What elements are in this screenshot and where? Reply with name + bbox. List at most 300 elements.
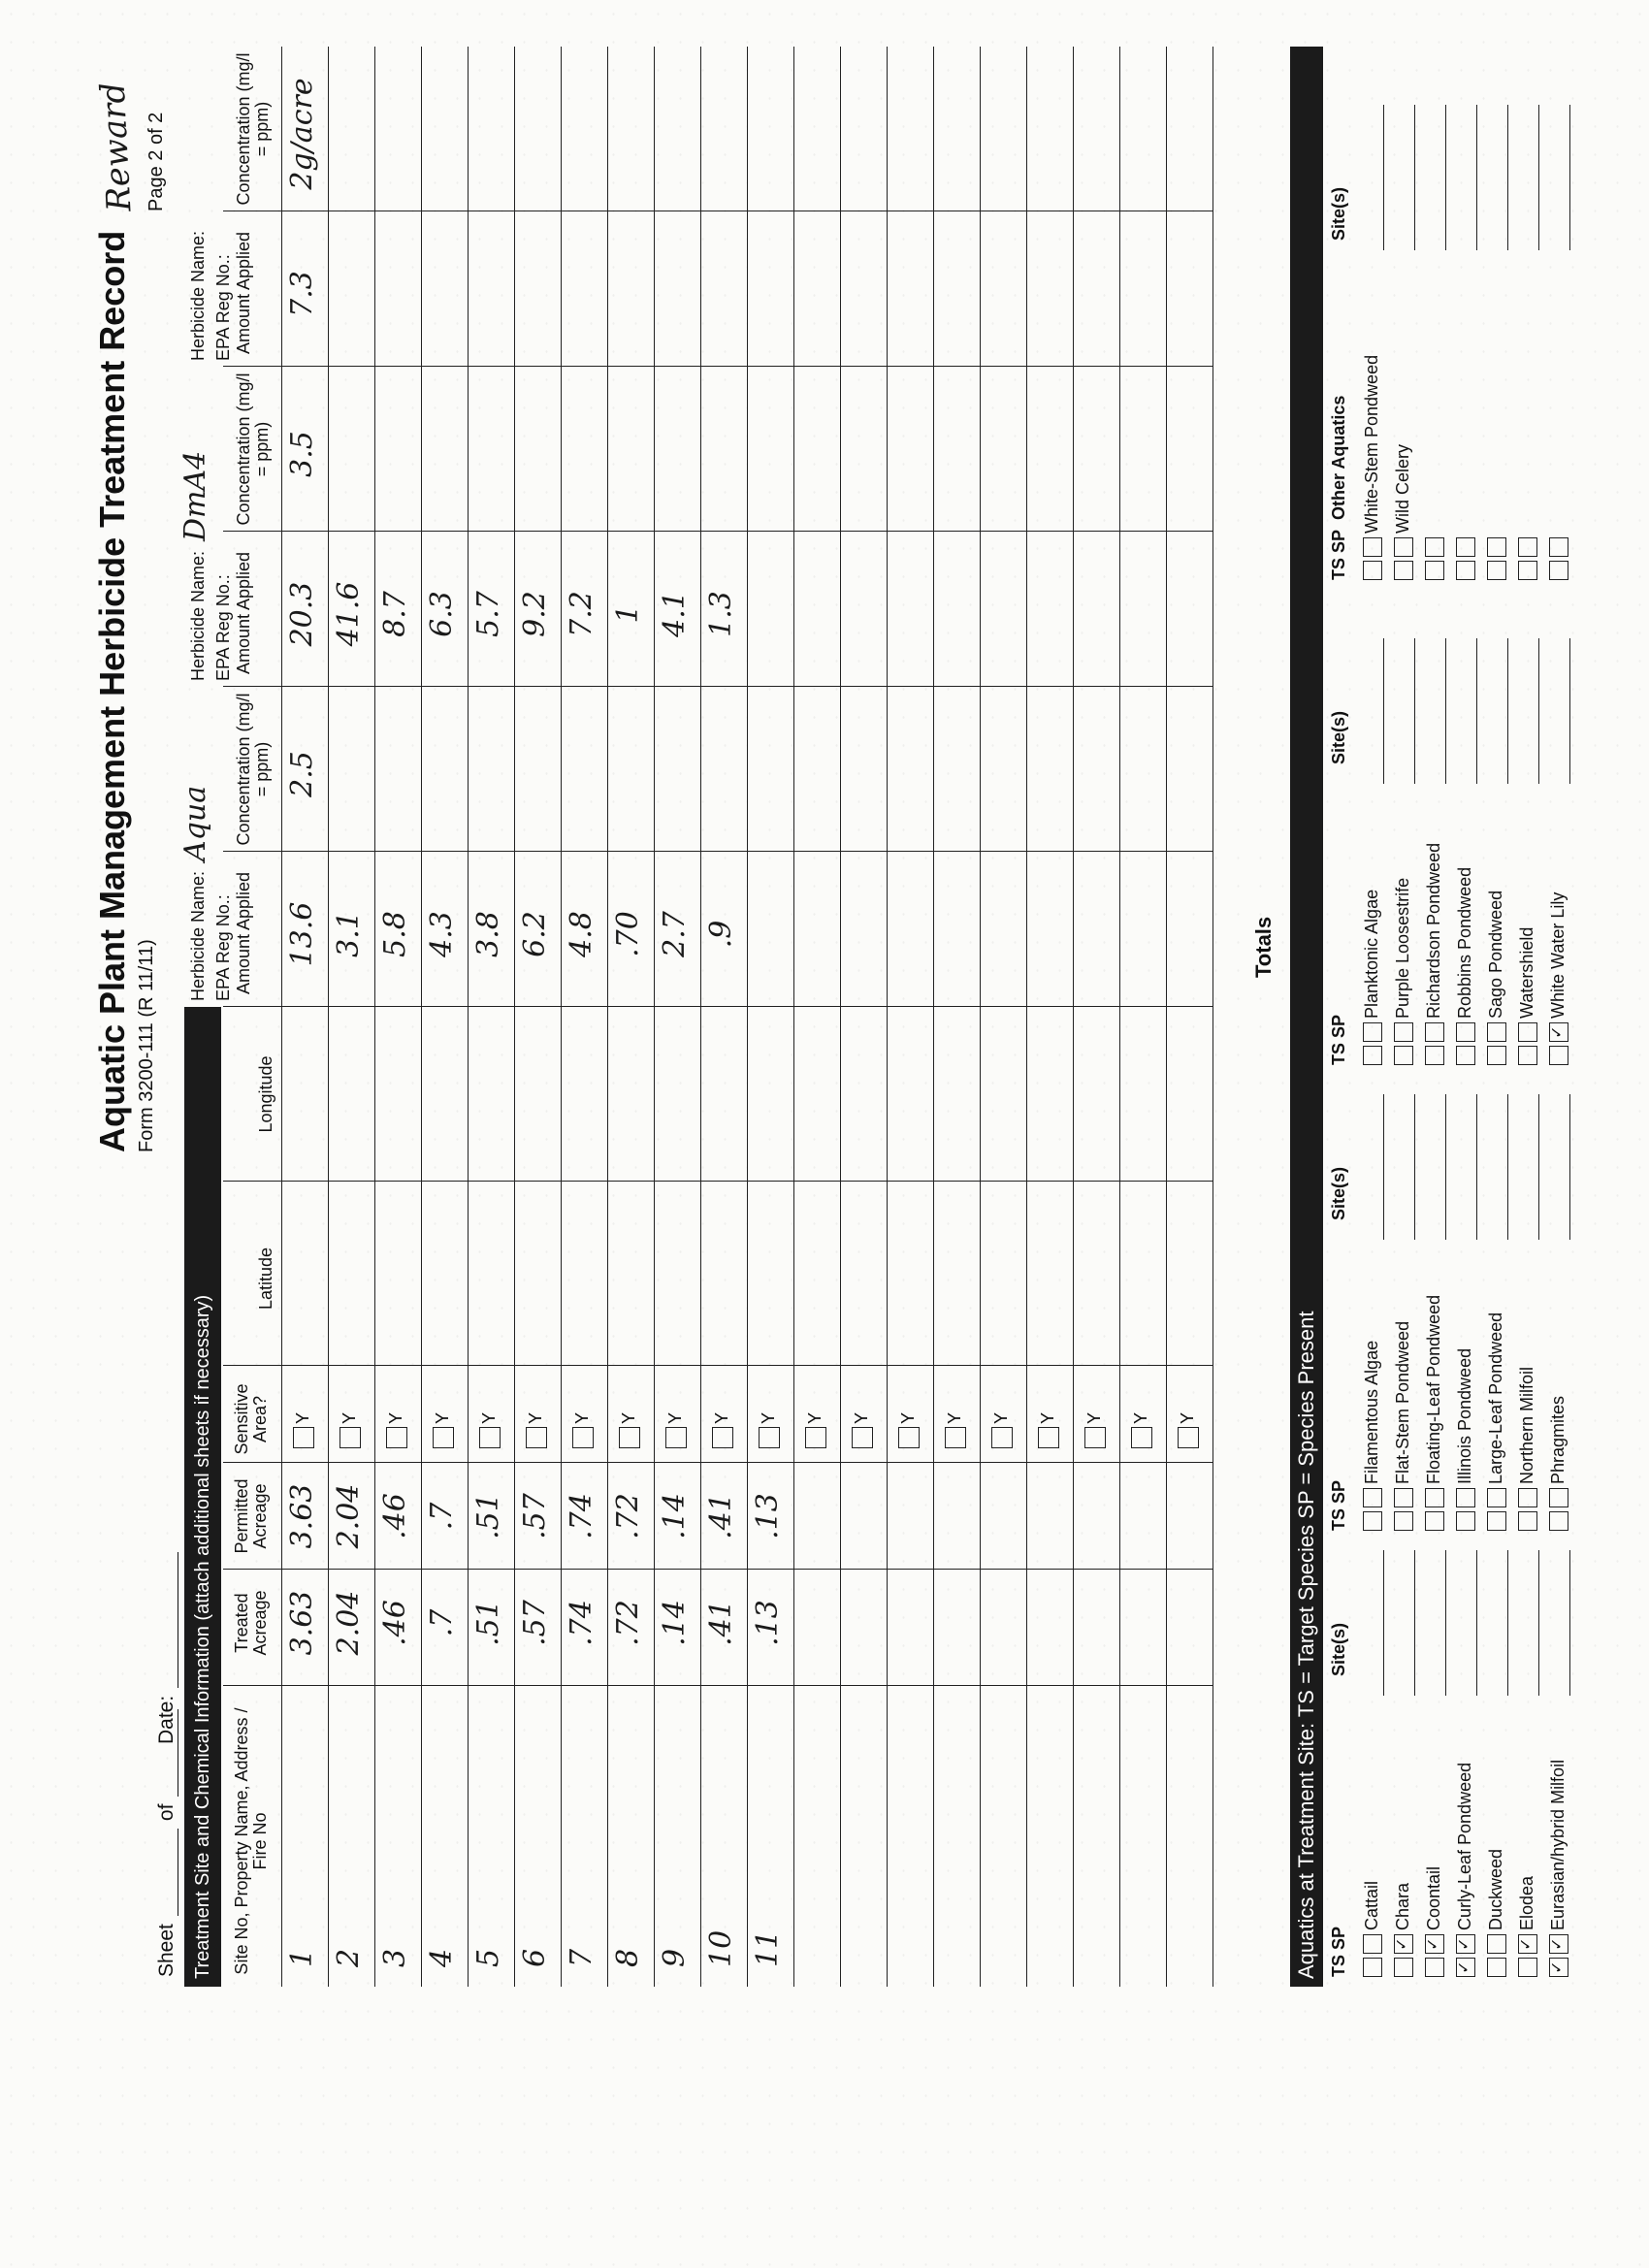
column-divider [223,851,1212,852]
column-divider [223,686,1212,687]
sensitive-area-checkbox[interactable] [1038,1412,1059,1448]
species-col-2 [1329,1295,1573,1531]
site-entry-line[interactable] [1476,1550,1477,1696]
site-no-cell[interactable]: 3 [378,1948,412,1967]
row-divider [607,47,608,1987]
sp-checkbox[interactable] [1363,1488,1382,1507]
sites-header-3: Site(s) [1329,710,1348,764]
row-divider [933,47,934,1987]
site-entry-line[interactable] [1538,105,1539,250]
sensitive-area-checkbox[interactable] [945,1412,966,1448]
herbicide-1-amount-cell[interactable]: 6.2 [518,911,552,957]
site-no-cell[interactable]: 11 [751,1929,785,1967]
species-item [1511,843,1542,1065]
ts-checkbox[interactable] [1425,561,1444,580]
sensitive-area-checkbox[interactable] [340,1412,361,1448]
row-divider [1166,47,1167,1987]
column-divider [223,1006,1212,1007]
species-item [1542,355,1573,580]
permitted-acreage-cell[interactable]: 2.04 [332,1483,366,1549]
amount-applied-header-3: Amount Applied [234,231,253,355]
ts-checkbox[interactable] [1425,1511,1444,1531]
species-item [1511,1760,1542,1977]
sensitive-area-checkbox[interactable] [572,1412,594,1448]
amount-applied-header-2: Amount Applied [234,551,253,675]
totals-label: Totals [1251,916,1276,978]
ts-checkbox[interactable] [1425,1958,1444,1977]
sensitive-area-checkbox[interactable] [386,1412,407,1448]
site-entry-line[interactable] [1383,1094,1384,1240]
herbicide-2-amount-cell[interactable]: 1.3 [704,591,738,637]
checkbox-icon [526,1427,547,1448]
species-name: Planktonic Algae [1362,889,1381,1019]
herbicide-name-label-3: Herbicide Name: [188,230,208,361]
ts-checkbox[interactable] [1456,1046,1475,1065]
concentration-value-2[interactable]: 3.5 [285,431,319,477]
sp-checkbox[interactable]: ✓ [1518,1934,1537,1954]
site-entry-line[interactable] [1383,638,1384,784]
sensitive-y-label: Y [665,1411,685,1424]
date-label: Date: [155,1695,178,1744]
sensitive-y-label: Y [340,1411,359,1424]
species-name: White-Stem Pondweed [1362,354,1381,534]
species-name: White Water Lily [1548,891,1568,1019]
species-name: Chara [1393,1882,1412,1930]
column-divider [223,1569,1212,1570]
sp-checkbox[interactable] [1487,537,1506,557]
treated-acreage-cell[interactable]: .14 [658,1600,692,1646]
other-aquatics-header: Other Aquatics [1329,395,1348,520]
ts-checkbox[interactable] [1363,1958,1382,1977]
herbicide-2-amount-cell[interactable]: 1 [611,604,645,624]
sp-checkbox[interactable] [1363,537,1382,557]
site-entry-line[interactable] [1414,1094,1415,1240]
checkbox-icon [991,1427,1013,1448]
permitted-acreage-cell[interactable]: .57 [518,1493,552,1539]
species-item [1449,843,1480,1065]
site-entry-line[interactable] [1538,1094,1539,1240]
checkbox-icon [293,1427,314,1448]
sensitive-y-label: Y [1178,1411,1197,1424]
ts-checkbox[interactable]: ✓ [1549,1958,1568,1977]
species-item [1542,843,1573,1065]
permitted-acreage-cell[interactable]: .72 [611,1493,645,1539]
sp-checkbox[interactable] [1425,537,1444,557]
row-divider [281,47,282,1987]
species-item [1418,1760,1449,1977]
herbicide-2-amount-cell[interactable]: 4.1 [658,591,692,637]
species-name: Floating-Leaf Pondweed [1424,1294,1443,1484]
sensitive-y-label: Y [712,1411,731,1424]
treated-acreage-cell[interactable]: .41 [704,1600,738,1646]
permitted-acreage-cell[interactable]: .51 [471,1493,505,1539]
col-sensitive-header: Sensitive Area? [232,1383,270,1455]
treated-acreage-cell[interactable]: .74 [565,1600,598,1646]
site-entry-line[interactable] [1569,638,1570,784]
site-entry-line[interactable] [1414,638,1415,784]
site-entry-line[interactable] [1445,105,1446,250]
site-entry-line[interactable] [1476,105,1477,250]
epa-reg-label-2: EPA Reg No.: [213,574,233,681]
herbicide-2-amount-cell[interactable]: 9.2 [518,591,552,637]
sensitive-y-label: Y [898,1411,918,1424]
sensitive-y-label: Y [852,1411,871,1424]
sp-checkbox[interactable] [1394,1488,1413,1507]
species-item [1449,355,1480,580]
col-longitude-header: Longitude [256,1055,275,1133]
sp-checkbox[interactable] [1487,1022,1506,1042]
sp-checkbox[interactable] [1425,1488,1444,1507]
treated-acreage-cell[interactable]: .72 [611,1600,645,1646]
ts-checkbox[interactable] [1456,561,1475,580]
sensitive-y-label: Y [945,1411,964,1424]
permitted-acreage-cell[interactable]: .41 [704,1493,738,1539]
sensitive-y-label: Y [619,1411,638,1424]
checkbox-icon [945,1427,966,1448]
row-divider [654,47,655,1987]
sensitive-area-checkbox[interactable] [526,1412,547,1448]
herbicide-3-amount-cell[interactable]: 7.3 [285,271,319,317]
ts-sp-header-4: TS SP [1329,529,1348,580]
species-item [1449,1760,1480,1977]
column-divider [223,1181,1212,1182]
species-item [1387,1760,1418,1977]
sp-checkbox[interactable] [1518,1488,1537,1507]
ts-checkbox[interactable] [1363,1046,1382,1065]
herbicide-2-amount-cell[interactable]: 8.7 [378,591,412,637]
sensitive-area-checkbox[interactable] [898,1412,920,1448]
checkbox-icon [386,1427,407,1448]
row-divider [468,47,469,1987]
site-no-cell[interactable]: 2 [332,1948,366,1967]
sp-checkbox[interactable] [1487,1934,1506,1954]
sp-checkbox[interactable] [1394,1022,1413,1042]
sp-checkbox[interactable] [1456,537,1475,557]
sensitive-y-label: Y [759,1411,778,1424]
species-item [1542,1760,1573,1977]
species-item [1356,1760,1387,1977]
species-col-4 [1329,355,1573,580]
checkbox-icon [1084,1427,1106,1448]
ts-checkbox[interactable] [1394,561,1413,580]
ts-checkbox[interactable] [1549,1511,1568,1531]
sensitive-area-checkbox[interactable] [805,1412,826,1448]
site-entry-line[interactable] [1445,1094,1446,1240]
checkbox-icon [1178,1427,1199,1448]
col-treated-header: Treated Acreage [232,1590,270,1656]
row-divider [421,47,422,1987]
column-divider [223,366,1212,367]
row-divider [747,47,748,1987]
permitted-acreage-cell[interactable]: .74 [565,1493,598,1539]
herbicide-2-amount-cell[interactable]: 6.3 [425,591,459,637]
col-latitude-header: Latitude [256,1247,275,1311]
site-entry-line[interactable] [1383,105,1384,250]
sp-checkbox[interactable] [1425,1022,1444,1042]
site-entry-line[interactable] [1445,638,1446,784]
ts-checkbox[interactable] [1363,561,1382,580]
ts-checkbox[interactable] [1518,1046,1537,1065]
of-label: of [155,1803,178,1822]
row-divider [980,47,981,1987]
herbicide-name-label-1: Herbicide Name: [188,870,208,1001]
ts-sp-header: TS SP [1329,1926,1348,1977]
site-entry-line[interactable] [1414,105,1415,250]
site-entry-line[interactable] [1414,1550,1415,1696]
permitted-acreage-cell[interactable]: 3.63 [285,1483,319,1549]
sites-header-2: Site(s) [1329,1166,1348,1220]
species-item [1511,1295,1542,1531]
sensitive-area-checkbox[interactable] [479,1412,501,1448]
treatment-table [178,47,1222,1987]
checkbox-icon [852,1427,873,1448]
col-site-header: Site No, Property Name, Address / Fire No [232,1707,270,1975]
sensitive-area-checkbox[interactable] [759,1412,780,1448]
sp-checkbox[interactable] [1549,1488,1568,1507]
species-item [1356,355,1387,580]
sp-checkbox[interactable] [1456,1488,1475,1507]
ts-checkbox[interactable] [1549,1046,1568,1065]
checkbox-icon [759,1427,780,1448]
herbicide-name-value-1: Aqua [178,785,212,861]
ts-checkbox[interactable] [1487,1511,1506,1531]
herbicide-name-value-2: DmA4 [178,450,212,541]
date-field[interactable] [155,1544,178,1744]
epa-reg-label-3: EPA Reg No.: [213,254,233,361]
site-entry-line[interactable] [1507,1094,1508,1240]
herbicide-1-amount-cell[interactable]: .9 [704,920,738,949]
form-number: Form 3200-111 (R 11/11) [136,939,157,1152]
sensitive-y-label: Y [1084,1411,1104,1424]
ts-checkbox[interactable] [1487,561,1506,580]
concentration-value-1[interactable]: 2.5 [285,751,319,797]
herbicide-1-amount-cell[interactable]: 3.1 [332,911,366,957]
species-name: Large-Leaf Pondweed [1486,1312,1505,1484]
site-entry-line[interactable] [1507,638,1508,784]
species-name: Purple Loosestrife [1393,877,1412,1019]
site-entry-line[interactable] [1383,1550,1384,1696]
sp-checkbox[interactable] [1487,1488,1506,1507]
sensitive-y-label: Y [526,1411,545,1424]
site-entry-line[interactable] [1507,1550,1508,1696]
ts-checkbox[interactable] [1518,561,1537,580]
sensitive-y-label: Y [433,1411,452,1424]
row-divider [561,47,562,1987]
epa-reg-label-1: EPA Reg No.: [213,894,233,1001]
herbicide-1-amount-cell[interactable]: 3.8 [471,911,505,957]
treated-acreage-cell[interactable]: 3.63 [285,1590,319,1656]
permitted-acreage-cell[interactable]: .13 [751,1493,785,1539]
site-entry-line[interactable] [1538,1550,1539,1696]
column-divider [223,1685,1212,1686]
species-section [1290,47,1649,1987]
ts-checkbox[interactable] [1394,1958,1413,1977]
ts-checkbox[interactable]: ✓ [1456,1958,1475,1977]
species-item [1418,1295,1449,1531]
checkbox-icon [433,1427,454,1448]
species-item [1480,355,1511,580]
ts-checkbox[interactable] [1394,1046,1413,1065]
species-name: Northern Milfoil [1517,1366,1536,1484]
row-divider [840,47,841,1987]
species-item [1480,1760,1511,1977]
sensitive-area-checkbox[interactable] [619,1412,640,1448]
herbicide-1-amount-cell[interactable]: 2.7 [658,911,692,957]
species-item [1480,1295,1511,1531]
site-no-cell[interactable]: 8 [611,1948,645,1967]
ts-checkbox[interactable] [1425,1046,1444,1065]
ts-checkbox[interactable] [1518,1958,1537,1977]
row-divider [514,47,515,1987]
sp-checkbox[interactable]: ✓ [1425,1934,1444,1954]
ts-checkbox[interactable] [1487,1046,1506,1065]
herbicide-1-amount-cell[interactable]: 5.8 [378,911,412,957]
site-no-cell[interactable]: 1 [285,1948,319,1967]
column-divider [223,1365,1212,1366]
sensitive-y-label: Y [1131,1411,1150,1424]
site-no-cell[interactable]: 6 [518,1948,552,1967]
treated-acreage-cell[interactable]: .13 [751,1600,785,1646]
checkbox-icon [619,1427,640,1448]
ts-sp-header-2: TS SP [1329,1479,1348,1531]
sensitive-area-checkbox[interactable] [433,1412,454,1448]
species-col-1 [1329,1760,1573,1977]
herbicide-2-amount-cell[interactable]: 20.3 [285,581,319,647]
treated-acreage-cell[interactable]: .57 [518,1600,552,1646]
site-no-cell[interactable]: 9 [658,1948,692,1967]
species-col-3 [1329,843,1573,1065]
sp-checkbox[interactable] [1363,1934,1382,1954]
site-entry-line[interactable] [1569,1094,1570,1240]
species-item [1387,355,1418,580]
site-no-cell[interactable]: 5 [471,1948,505,1967]
ts-checkbox[interactable] [1518,1511,1537,1531]
treated-acreage-cell[interactable]: 2.04 [332,1590,366,1656]
column-divider [223,1462,1212,1463]
species-item [1387,1295,1418,1531]
site-no-cell[interactable]: 4 [425,1948,459,1967]
sp-checkbox[interactable]: ✓ [1549,1934,1568,1954]
species-name: Cattail [1362,1880,1381,1930]
species-name: Duckweed [1486,1848,1505,1930]
species-name: Elodea [1517,1875,1536,1930]
sensitive-area-checkbox[interactable] [852,1412,873,1448]
species-name: Coontail [1424,1865,1443,1930]
sp-checkbox[interactable] [1456,1022,1475,1042]
species-name: Filamentous Algae [1362,1340,1381,1484]
sp-checkbox[interactable] [1394,537,1413,557]
site-entry-line[interactable] [1445,1550,1446,1696]
sensitive-area-checkbox[interactable] [1084,1412,1106,1448]
sensitive-area-checkbox[interactable] [1131,1412,1152,1448]
species-name: Curly-Leaf Pondweed [1455,1762,1474,1930]
sensitive-y-label: Y [386,1411,405,1424]
sp-checkbox[interactable]: ✓ [1549,1022,1568,1042]
row-divider [1073,47,1074,1987]
ts-checkbox[interactable] [1487,1958,1506,1977]
checkbox-icon [479,1427,501,1448]
herbicide-1-amount-cell[interactable]: .70 [611,911,645,957]
species-name: Eurasian/hybrid Milfoil [1548,1759,1568,1930]
species-name: Illinois Pondweed [1455,1347,1474,1484]
species-item [1511,355,1542,580]
herbicide-1-amount-cell[interactable]: 13.6 [285,901,319,967]
herbicide-1-amount-cell[interactable]: 4.8 [565,911,598,957]
treated-acreage-cell[interactable]: .7 [425,1608,459,1637]
row-divider [1026,47,1027,1987]
sensitive-y-label: Y [293,1411,312,1424]
herbicide-2-amount-cell[interactable]: 7.2 [565,591,598,637]
species-item [1480,843,1511,1065]
herbicide-2-amount-cell[interactable]: 41.6 [332,581,366,647]
herbicide-1-amount-cell[interactable]: 4.3 [425,911,459,957]
ts-checkbox[interactable] [1363,1511,1382,1531]
herbicide-2-amount-cell[interactable]: 5.7 [471,591,505,637]
checkbox-icon [340,1427,361,1448]
checkbox-icon [572,1427,594,1448]
species-name: Flat-Stem Pondweed [1393,1320,1412,1484]
sensitive-area-checkbox[interactable] [991,1412,1013,1448]
sensitive-area-checkbox[interactable] [712,1412,733,1448]
sp-checkbox[interactable] [1549,537,1568,557]
sites-header-1: Site(s) [1329,1622,1348,1676]
treatment-band: Treatment Site and Chemical Information (attach additional sheets if necessary) [184,1007,221,1987]
ts-checkbox[interactable] [1549,561,1568,580]
concentration-value-3[interactable]: 2g/acre [285,78,319,190]
ts-checkbox[interactable] [1394,1511,1413,1531]
form-title: Aquatic Plant Management Herbicide Treatment Record [92,230,132,1152]
site-entry-line[interactable] [1569,105,1570,250]
row-divider [1212,47,1213,1987]
site-entry-line[interactable] [1538,638,1539,784]
herbicide-name-label-2: Herbicide Name: [188,550,208,681]
checkbox-icon [1038,1427,1059,1448]
species-item [1418,843,1449,1065]
page-number: Page 2 of 2 [146,112,167,211]
sp-checkbox[interactable]: ✓ [1394,1934,1413,1954]
species-item [1418,355,1449,580]
treated-acreage-cell[interactable]: .46 [378,1600,412,1646]
permitted-acreage-cell[interactable]: .7 [425,1502,459,1531]
sp-checkbox[interactable] [1363,1022,1382,1042]
sensitive-area-checkbox[interactable] [293,1412,314,1448]
permitted-acreage-cell[interactable]: .46 [378,1493,412,1539]
sp-checkbox[interactable] [1518,537,1537,557]
checkbox-icon [665,1427,687,1448]
site-entry-line[interactable] [1476,638,1477,784]
sites-header-4: Site(s) [1329,186,1348,241]
site-entry-line[interactable] [1569,1550,1570,1696]
species-name: Richardson Pondweed [1424,842,1443,1019]
ts-checkbox[interactable] [1456,1511,1475,1531]
site-no-cell[interactable]: 7 [565,1948,598,1967]
row-divider [793,47,794,1987]
species-item [1542,1295,1573,1531]
checkbox-icon [712,1427,733,1448]
checkbox-icon [898,1427,920,1448]
site-no-cell[interactable]: 10 [704,1929,738,1967]
site-entry-line[interactable] [1476,1094,1477,1240]
site-entry-line[interactable] [1507,105,1508,250]
sp-checkbox[interactable]: ✓ [1456,1934,1475,1954]
sp-checkbox[interactable] [1518,1022,1537,1042]
species-name: Robbins Pondweed [1455,866,1474,1019]
species-name: Watershield [1517,926,1536,1019]
permitted-acreage-cell[interactable]: .14 [658,1493,692,1539]
treated-acreage-cell[interactable]: .51 [471,1600,505,1646]
sensitive-area-checkbox[interactable] [1178,1412,1199,1448]
sensitive-area-checkbox[interactable] [665,1412,687,1448]
